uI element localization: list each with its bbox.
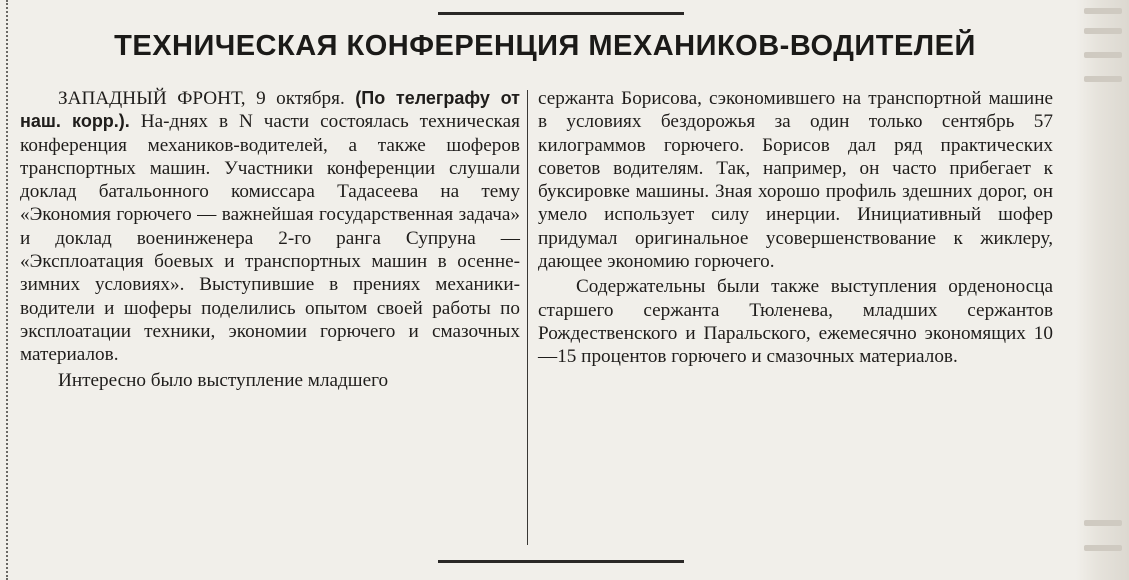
- dateline: ЗАПАДНЫЙ ФРОНТ, 9 октября.: [58, 88, 345, 109]
- ghost-text-line: [1084, 28, 1122, 34]
- article-column-right: [538, 87, 1053, 369]
- article-paragraph: сержанта Борисова, сэкономившего на транспортной машине в условиях бездорожья за один только сентябрь 57 килограммов горючего. Борисов дал ряд практических советов водителям. Так, например, он часто прибегает к буксировке машины. Зная хорошо профиль здешних дорог, он умело использует силу инерции. Инициативный шофер придумал оригинальное усовершенствование к жиклеру, дающее экономию горючего.: [538, 88, 1053, 273]
- ghost-text-line: [1084, 545, 1122, 551]
- column-divider: [527, 90, 528, 545]
- bottom-separator-rule: [438, 560, 684, 563]
- ghost-text-line: [1084, 8, 1122, 14]
- article-column-left: [20, 87, 520, 392]
- adjacent-column-bleed: [1076, 0, 1129, 580]
- paragraph-text: На-днях в N части состоялась техническая конференция механиков-водителей, а также шоферов транспортных машин. Участники конференции слушали доклад батальонного комиссара Тадасеева на тему «Экономия горючего — важнейшая государственная задача» и доклад военинженера 2-го ранга Супруна — «Эксплоатация боевых и транспортных машин в осенне-зимних условиях». Выступившие в прениях механики-водители и шоферы поделились опытом своей работы по эксплоатации техники, экономии горючего и смазочных материалов.: [20, 111, 520, 366]
- article-paragraph: [20, 87, 520, 367]
- ghost-text-line: [1084, 76, 1122, 82]
- source-note: (По телеграфу от наш. корр.).: [20, 88, 521, 132]
- article-paragraph: Содержательны были также выступления орденоносца старшего сержанта Тюленева, младших сержантов Рождественского и Паральского, ежемесячно экономящих 10—15 процентов горючего и смазочных материалов.: [538, 276, 1053, 368]
- article-headline: ТЕХНИЧЕСКАЯ КОНФЕРЕНЦИЯ МЕХАНИКОВ-ВОДИТЕЛЕЙ: [114, 30, 976, 62]
- top-separator-rule: [438, 12, 684, 15]
- ghost-text-line: [1084, 520, 1122, 526]
- ghost-text-line: [1084, 52, 1122, 58]
- article-paragraph: Интересно было выступление младшего: [58, 369, 389, 391]
- page-edge-border: [6, 0, 9, 580]
